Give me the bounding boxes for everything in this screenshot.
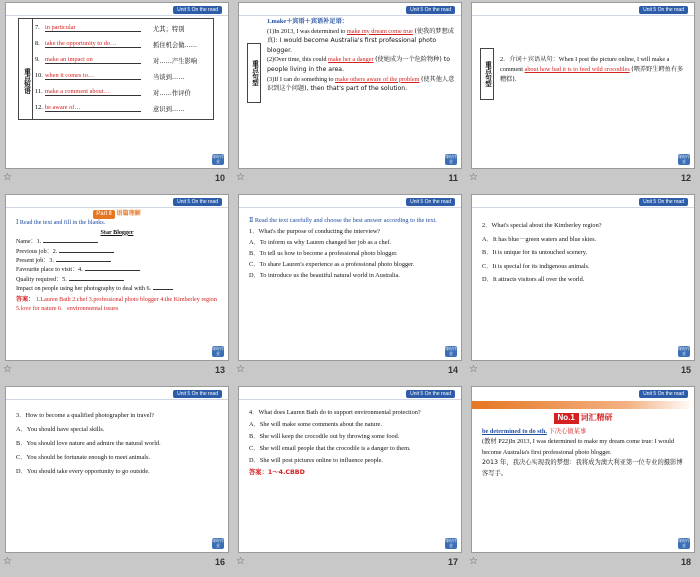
slide-cell-11[interactable] — [233, 0, 466, 192]
slide-cell-17[interactable] — [233, 384, 466, 576]
header-divider — [239, 15, 461, 16]
star-icon[interactable]: ☆ — [3, 172, 12, 183]
corner-badge-icon[interactable]: 课时作业 — [678, 346, 690, 356]
corner-badge-icon[interactable]: 课时作业 — [212, 346, 224, 356]
side-label: 重点句型 — [247, 43, 261, 103]
section-bar: 要点透析 · 讲练互动 — [472, 401, 694, 409]
slide-footer — [233, 172, 466, 186]
option-item: A．You should have special skills. — [16, 426, 105, 433]
slide-cell-13[interactable] — [0, 192, 233, 384]
phrase-row: 9. make an impact on 对……产生影响 — [35, 56, 198, 65]
slide-cell-12[interactable] — [466, 0, 699, 192]
task-instruction: Ⅰ Read the text and fill in the blanks. — [16, 220, 106, 227]
slide-number: 14 — [447, 365, 458, 375]
blank-line: Previous job：2. — [16, 248, 218, 257]
corner-badge-icon[interactable]: 课时作业 — [445, 346, 457, 356]
star-icon[interactable]: ☆ — [236, 172, 245, 183]
example-2: (2)Over time, this could make her a danger (使她成为一个危险物种) to people living in the area. — [267, 56, 450, 73]
star-icon[interactable]: ☆ — [469, 364, 478, 375]
unit-header: Unit 5 On the road — [639, 390, 688, 398]
slide-thumbnail[interactable] — [471, 2, 695, 169]
option-item: D．She will post pictures online to influence people. — [249, 457, 383, 464]
header-divider — [472, 15, 694, 16]
option-item: C．It is special for its indigenous animals. — [482, 262, 590, 270]
slide-thumbnail[interactable] — [5, 2, 229, 169]
question: 3．How to become a qualified photographer in travel? — [16, 412, 154, 419]
slide-number: 15 — [680, 365, 691, 375]
option-item: C．To share Lauren's experience as a professional photo blogger. — [249, 261, 415, 268]
slide-footer — [233, 556, 466, 570]
options — [16, 423, 218, 479]
header-divider — [239, 207, 461, 208]
phrase-table — [18, 18, 214, 120]
option-item: B．It is unique for its untouched scenery. — [482, 249, 588, 256]
star-icon[interactable]: ☆ — [236, 364, 245, 375]
slide-cell-14[interactable] — [233, 192, 466, 384]
options — [249, 419, 451, 467]
unit-header: Unit 5 On the road — [173, 390, 222, 398]
star-icon[interactable]: ☆ — [3, 556, 12, 567]
slide-footer — [233, 364, 466, 378]
option-item: A．To inform us why Lauren changed her job as a chef. — [249, 239, 392, 246]
example-cn: 2013 年，我决心实现我的梦想：我将成为澳大利亚第一位专业的摄影博客写手。 — [482, 459, 683, 477]
unit-header: Unit 5 On the road — [406, 198, 455, 206]
options — [482, 233, 684, 287]
question: 1．What's the purpose of conducting the interview? — [249, 228, 381, 235]
section-title: 1.make＋宾语＋宾语补足语： — [267, 18, 348, 25]
blank-line: Favourite place to visit：4. — [16, 266, 218, 275]
slide-thumbnail[interactable] — [238, 386, 462, 553]
slide-footer — [466, 556, 699, 570]
phrase-row: 12. be aware of… 意识到…… — [35, 104, 185, 113]
phrase-rows — [35, 21, 211, 117]
option-item: B．She will keep the crocodile out by throwing some food. — [249, 433, 400, 440]
blank-line: Name：1. — [16, 238, 218, 247]
task-instruction: Ⅱ Read the text carefully and choose the best answer according to the text. — [249, 217, 437, 224]
blank-line: Present job：3. — [16, 257, 218, 266]
slide-number: 17 — [447, 557, 458, 567]
slide-thumbnail[interactable] — [471, 386, 695, 553]
header-divider — [6, 15, 228, 16]
side-label: 重点短语 — [19, 19, 33, 119]
unit-header: Unit 5 On the road — [173, 6, 222, 14]
slide-number: 10 — [214, 173, 225, 183]
slide-thumbnail[interactable] — [471, 194, 695, 361]
slide-cell-16[interactable] — [0, 384, 233, 576]
header-divider — [6, 399, 228, 400]
text-heading: Star Blogger — [100, 229, 134, 236]
corner-badge-icon[interactable]: 课时作业 — [445, 154, 457, 164]
phrase-row: 11. make a comment about… 对……作评价 — [35, 88, 191, 97]
option-item: A．She will make some comments about the nature. — [249, 421, 382, 428]
blank-line: Quality required：5. — [16, 276, 218, 285]
example-1: (1)In 2013, I was determined to make my dream come true (使我的梦想成真): I would become Australia's first professional photo blogger. — [267, 27, 454, 54]
slide-thumbnail[interactable] — [238, 194, 462, 361]
slide-number: 11 — [448, 173, 458, 183]
side-label: 重点句型 — [480, 48, 494, 100]
slide-footer — [0, 556, 233, 570]
slide-cell-15[interactable] — [466, 192, 699, 384]
question: 2．What's special about the Kimberley region? — [482, 222, 602, 229]
header-divider — [6, 207, 228, 208]
slide-cell-10[interactable] — [0, 0, 233, 192]
unit-header: Unit 5 On the road — [406, 390, 455, 398]
slide-thumbnail[interactable] — [5, 386, 229, 553]
option-item: A．It has blue－green waters and blue skies. — [482, 235, 597, 243]
option-item: B．You should love nature and admire the natural world. — [16, 440, 161, 447]
clause-example: 2．介词＋宾语从句：When I post the picture online, I will make a comment about how bad it is to feed wild crocodiles (喂养野生鳄鱼有多糟糕). — [500, 56, 684, 83]
option-item: C．You should be fortunate enough to meet animals. — [16, 454, 151, 461]
question: 4．What does Lauren Bath do to support environmental protection? — [249, 409, 421, 416]
example-en: (教材 P22)In 2013, I was determined to make my dream come true: I would become Australia's first professional photo blogger. — [482, 438, 675, 456]
slide-footer — [0, 364, 233, 378]
slide-cell-18[interactable] — [466, 384, 699, 576]
star-icon[interactable]: ☆ — [3, 364, 12, 375]
option-item: B．To tell us how to become a professional photo blogger. — [249, 250, 398, 257]
star-icon[interactable]: ☆ — [469, 172, 478, 183]
option-item: D．You should take every opportunity to go outside. — [16, 468, 150, 475]
header-divider — [472, 207, 694, 208]
answer-block: 答案： 1.Lauren Bath 2.chef 3.professional photo blogger 4.the Kimberley region 5.love for nature 6．environmental issues — [16, 295, 217, 313]
slide-number: 16 — [214, 557, 225, 567]
blank-lines — [16, 238, 218, 294]
slide-footer — [466, 172, 699, 186]
corner-badge-icon[interactable]: 课时作业 — [678, 538, 690, 548]
unit-header: Unit 5 On the road — [639, 6, 688, 14]
slide-thumbnail[interactable] — [5, 194, 229, 361]
blank-line: Impact on people using her photography to deal with 6. — [16, 285, 218, 294]
phrase-row: 10. when it comes to… 当谈到…… — [35, 72, 185, 81]
options — [249, 237, 451, 281]
star-icon[interactable]: ☆ — [469, 556, 478, 567]
corner-badge-icon[interactable]: 课时作业 — [212, 538, 224, 548]
slide-number: 13 — [214, 365, 225, 375]
corner-badge-icon[interactable]: 课时作业 — [445, 538, 457, 548]
unit-header: Unit 5 On the road — [639, 198, 688, 206]
answer-block: 答案：1～4.CBBD — [249, 469, 305, 476]
option-item: D．To introduce us the beautiful natural world in Australia. — [249, 272, 400, 279]
slide-footer — [0, 172, 233, 186]
example-3: (3)If I can do something to make others aware of the problem (使其他人意识到这个问题), then that's part of the solution. — [267, 75, 455, 93]
phrase-row: 8. take the opportunity to do… 抓住机会做…… — [35, 40, 198, 49]
part-heading: Part Ⅱ 语篇理解 — [16, 209, 218, 219]
corner-badge-icon[interactable]: 课时作业 — [678, 154, 690, 164]
star-icon[interactable]: ☆ — [236, 556, 245, 567]
option-item: D．It attracts visitors all over the world. — [482, 276, 585, 283]
key-phrase: be determined to do sth. 下决心做某事 — [482, 427, 587, 435]
unit-header: Unit 5 On the road — [173, 198, 222, 206]
slide-number: 12 — [680, 173, 691, 183]
section-heading: No.1 词汇精研 — [482, 413, 684, 425]
unit-header: Unit 5 On the road — [406, 6, 455, 14]
slide-number: 18 — [680, 557, 691, 567]
header-divider — [239, 399, 461, 400]
phrase-row: 7. in particular 尤其；特别 — [35, 24, 185, 33]
option-item: C．She will email people that the crocodile is a danger to them. — [249, 445, 411, 452]
slide-thumbnail[interactable] — [238, 2, 462, 169]
slide-footer — [466, 364, 699, 378]
corner-badge-icon[interactable]: 课时作业 — [212, 154, 224, 164]
